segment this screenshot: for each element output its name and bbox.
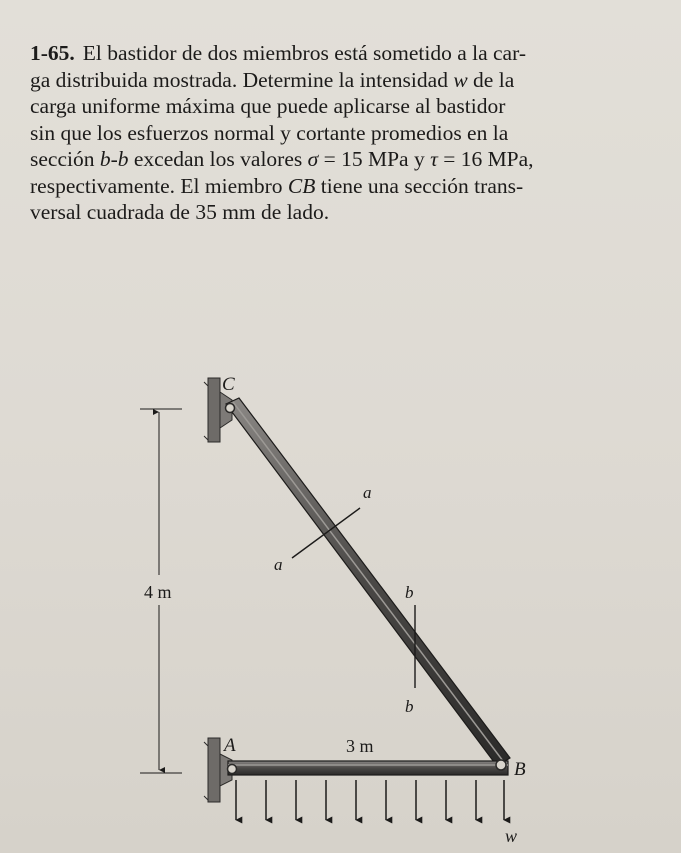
dim-length-label: 3 m: [346, 736, 374, 756]
pin-c: [226, 404, 235, 413]
pin-a: [228, 765, 237, 774]
section-a-top-label: a: [363, 483, 372, 502]
problem-line-1: 1-65. El bastidor de dos miembros está sometido a la car-: [30, 41, 526, 65]
section-bb: b-b: [99, 147, 129, 171]
tau-symbol: τ: [430, 147, 438, 171]
label-w: w: [505, 826, 518, 846]
problem-number: 1-65.: [30, 41, 75, 65]
member-ab-bar: [228, 761, 508, 775]
problem-line-5: sección b-b excedan los valores σ = 15 MPa y τ = 16 MPa,: [30, 147, 534, 171]
sigma-symbol: σ: [307, 147, 319, 171]
label-c: C: [222, 374, 235, 395]
label-a-support: A: [224, 735, 236, 756]
dim-height-label: 4 m: [144, 582, 172, 602]
problem-line-4: sin que los esfuerzos normal y cortante promedios en la: [30, 120, 509, 145]
var-w: w: [453, 67, 468, 92]
problem-line-6: respectivamente. El miembro CB tiene una sección trans-: [30, 173, 524, 198]
problem-line-3: carga uniforme máxima que puede aplicarse al bastidor: [30, 94, 506, 118]
member-cb-bar: [226, 398, 510, 766]
problem-line-7: versal cuadrada de 35 mm de lado.: [30, 200, 330, 224]
distributed-load: [236, 780, 504, 820]
section-a-bottom-label: a: [274, 555, 283, 574]
pin-b: [496, 760, 506, 770]
problem-line-2: ga distribuida mostrada. Determine la intensidad w de la: [30, 67, 515, 92]
section-b-bottom-label: b: [405, 697, 414, 716]
member-cb: CB: [287, 173, 316, 198]
label-b-joint: B: [514, 759, 526, 780]
section-b-top-label: b: [405, 583, 414, 602]
